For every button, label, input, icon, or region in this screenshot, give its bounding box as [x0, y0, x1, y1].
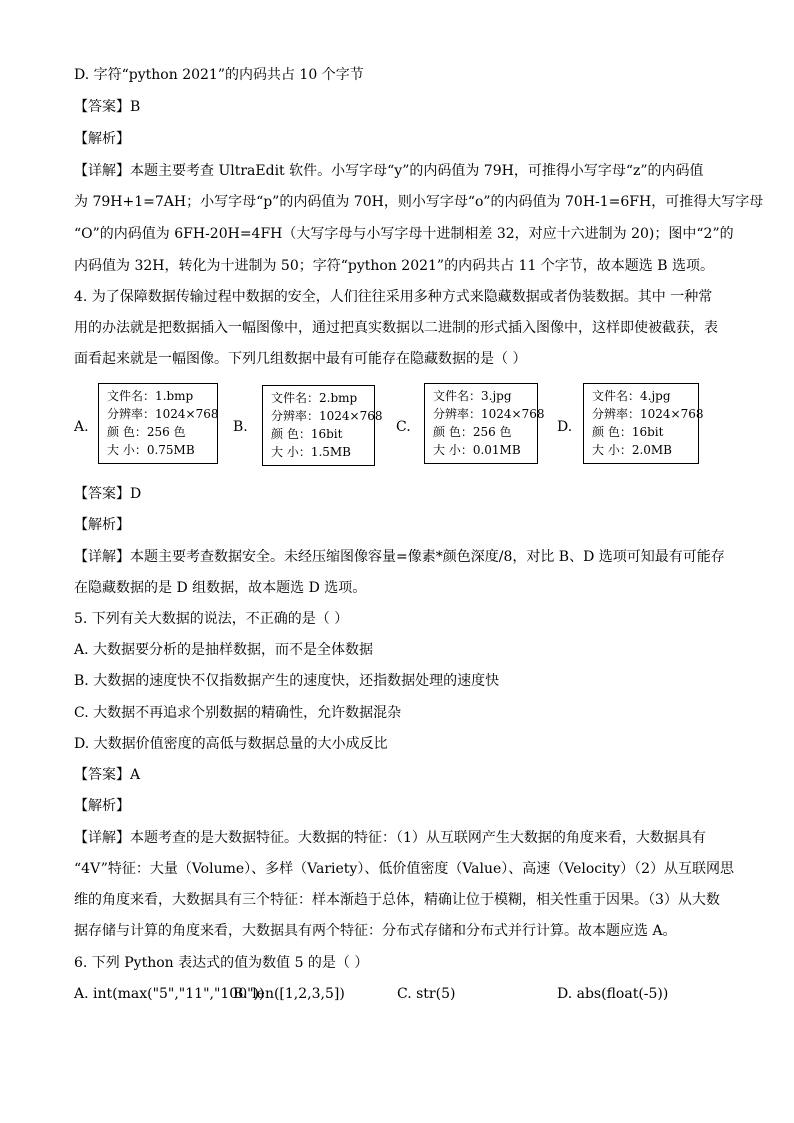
option-d-text: D. 字符“python 2021”的内码共占 10 个字节 [74, 67, 364, 83]
question-6-option-d: D. abs(float(-5)) [557, 986, 669, 1002]
question-6-option-c: C. str(5) [397, 986, 456, 1002]
file-size: 大 小：0.01MB [433, 443, 521, 457]
explanation-line: 【详解】本题主要考查数据安全。未经压缩图像容量=像素*颜色深度/8，对比 B、D 选项可知最有可能存 [74, 549, 725, 565]
question-6-stem: 6. 下列 Python 表达式的值为数值 5 的是（ ） [74, 955, 369, 971]
explanation-line: 【详解】本题考查的是大数据特征。大数据的特征：（1）从互联网产生大数据的角度来看，大数据具有 [74, 830, 706, 846]
file-name: 文件名：1.bmp [107, 389, 194, 403]
question-6-option-b: B. len([1,2,3,5]) [233, 986, 345, 1002]
file-option-letter: A. [74, 419, 89, 435]
file-size: 大 小：1.5MB [271, 445, 352, 459]
analysis-label: 【解析】 [74, 798, 130, 814]
file-info-box-a [98, 383, 218, 464]
file-color: 颜 色：16bit [271, 427, 343, 441]
question-4-line: 用的办法就是把数据插入一幅图像中，通过把真实数据以二进制的形式插入图像中，这样即使被截获，表 [74, 320, 718, 336]
file-name: 文件名：4.jpg [592, 389, 671, 403]
question-4-line: 面看起来就是一幅图像。下列几组数据中最有可能存在隐藏数据的是（ ） [74, 351, 527, 367]
file-option-letter: C. [396, 419, 411, 435]
explanation-line: 【详解】本题主要考查 UltraEdit 软件。小写字母“y”的内码值为 79H，可推得小写字母“z”的内码值 [74, 163, 704, 179]
question-5-option: D. 大数据价值密度的高低与数据总量的大小成反比 [74, 736, 388, 752]
file-info-box-b [262, 385, 383, 466]
file-option-letter: B. [233, 419, 248, 435]
explanation-line: 据存储与计算的角度来看，大数据具有两个特征：分布式存储和分布式并行计算。故本题应选 A。 [74, 923, 677, 939]
explanation-line: “O”的内码值为 6FH-20H=4FH（大写字母与小写字母十进制相差 32，对应十六进制为 20)；图中“2”的 [74, 226, 734, 242]
analysis-label: 【解析】 [74, 131, 130, 147]
answer-label: 【答案】A [74, 767, 141, 783]
file-resolution: 分辨率：1024×768 [107, 407, 219, 421]
explanation-line: 内码值为 32H，转化为十进制为 50；字符“python 2021”的内码共占 11 个字节，故本题选 B 选项。 [74, 258, 714, 274]
question-5-stem: 5. 下列有关大数据的说法，不正确的是（ ） [74, 611, 349, 627]
file-resolution: 分辨率：1024×768 [433, 407, 545, 421]
file-color: 颜 色：256 色 [107, 425, 186, 439]
file-color: 颜 色：256 色 [433, 425, 512, 439]
file-size: 大 小：2.0MB [592, 443, 673, 457]
question-5-option: A. 大数据要分析的是抽样数据，而不是全体数据 [74, 642, 374, 658]
analysis-label: 【解析】 [74, 517, 130, 533]
answer-label: 【答案】B [74, 99, 141, 115]
explanation-line: “4V”特征：大量（Volume）、多样（Variety）、低价值密度（Value）、高速（Velocity）（2）从互联网思 [74, 861, 735, 877]
answer-label: 【答案】D [74, 486, 142, 502]
question-5-option: B. 大数据的速度快不仅指数据产生的速度快，还指数据处理的速度快 [74, 673, 500, 689]
file-name: 文件名：3.jpg [433, 389, 512, 403]
file-resolution: 分辨率：1024×768 [592, 407, 704, 421]
explanation-line: 为 79H+1=7AH；小写字母“p”的内码值为 70H，则小写字母“o”的内码值为 70H-1=6FH，可推得大写字母 [74, 194, 764, 210]
file-color: 颜 色：16bit [592, 425, 664, 439]
question-4-line: 4. 为了保障数据传输过程中数据的安全，人们往往采用多种方式来隐藏数据或者伪装数据。其中 一种常 [74, 289, 713, 305]
file-size: 大 小：0.75MB [107, 443, 195, 457]
explanation-line: 在隐藏数据的是 D 组数据，故本题选 D 选项。 [74, 580, 367, 596]
file-info-box-c [424, 383, 545, 464]
file-option-letter: D. [557, 419, 573, 435]
question-6-option-a: A. int(max("5","11","100")) [74, 986, 265, 1002]
explanation-line: 维的角度来看，大数据具有三个特征：样本渐趋于总体，精确让位于模糊，相关性重于因果。（3）从大数 [74, 892, 720, 908]
file-name: 文件名：2.bmp [271, 391, 358, 405]
file-info-box-d [583, 383, 704, 464]
question-5-option: C. 大数据不再追求个别数据的精确性，允许数据混杂 [74, 705, 402, 721]
file-resolution: 分辨率：1024×768 [271, 409, 383, 423]
